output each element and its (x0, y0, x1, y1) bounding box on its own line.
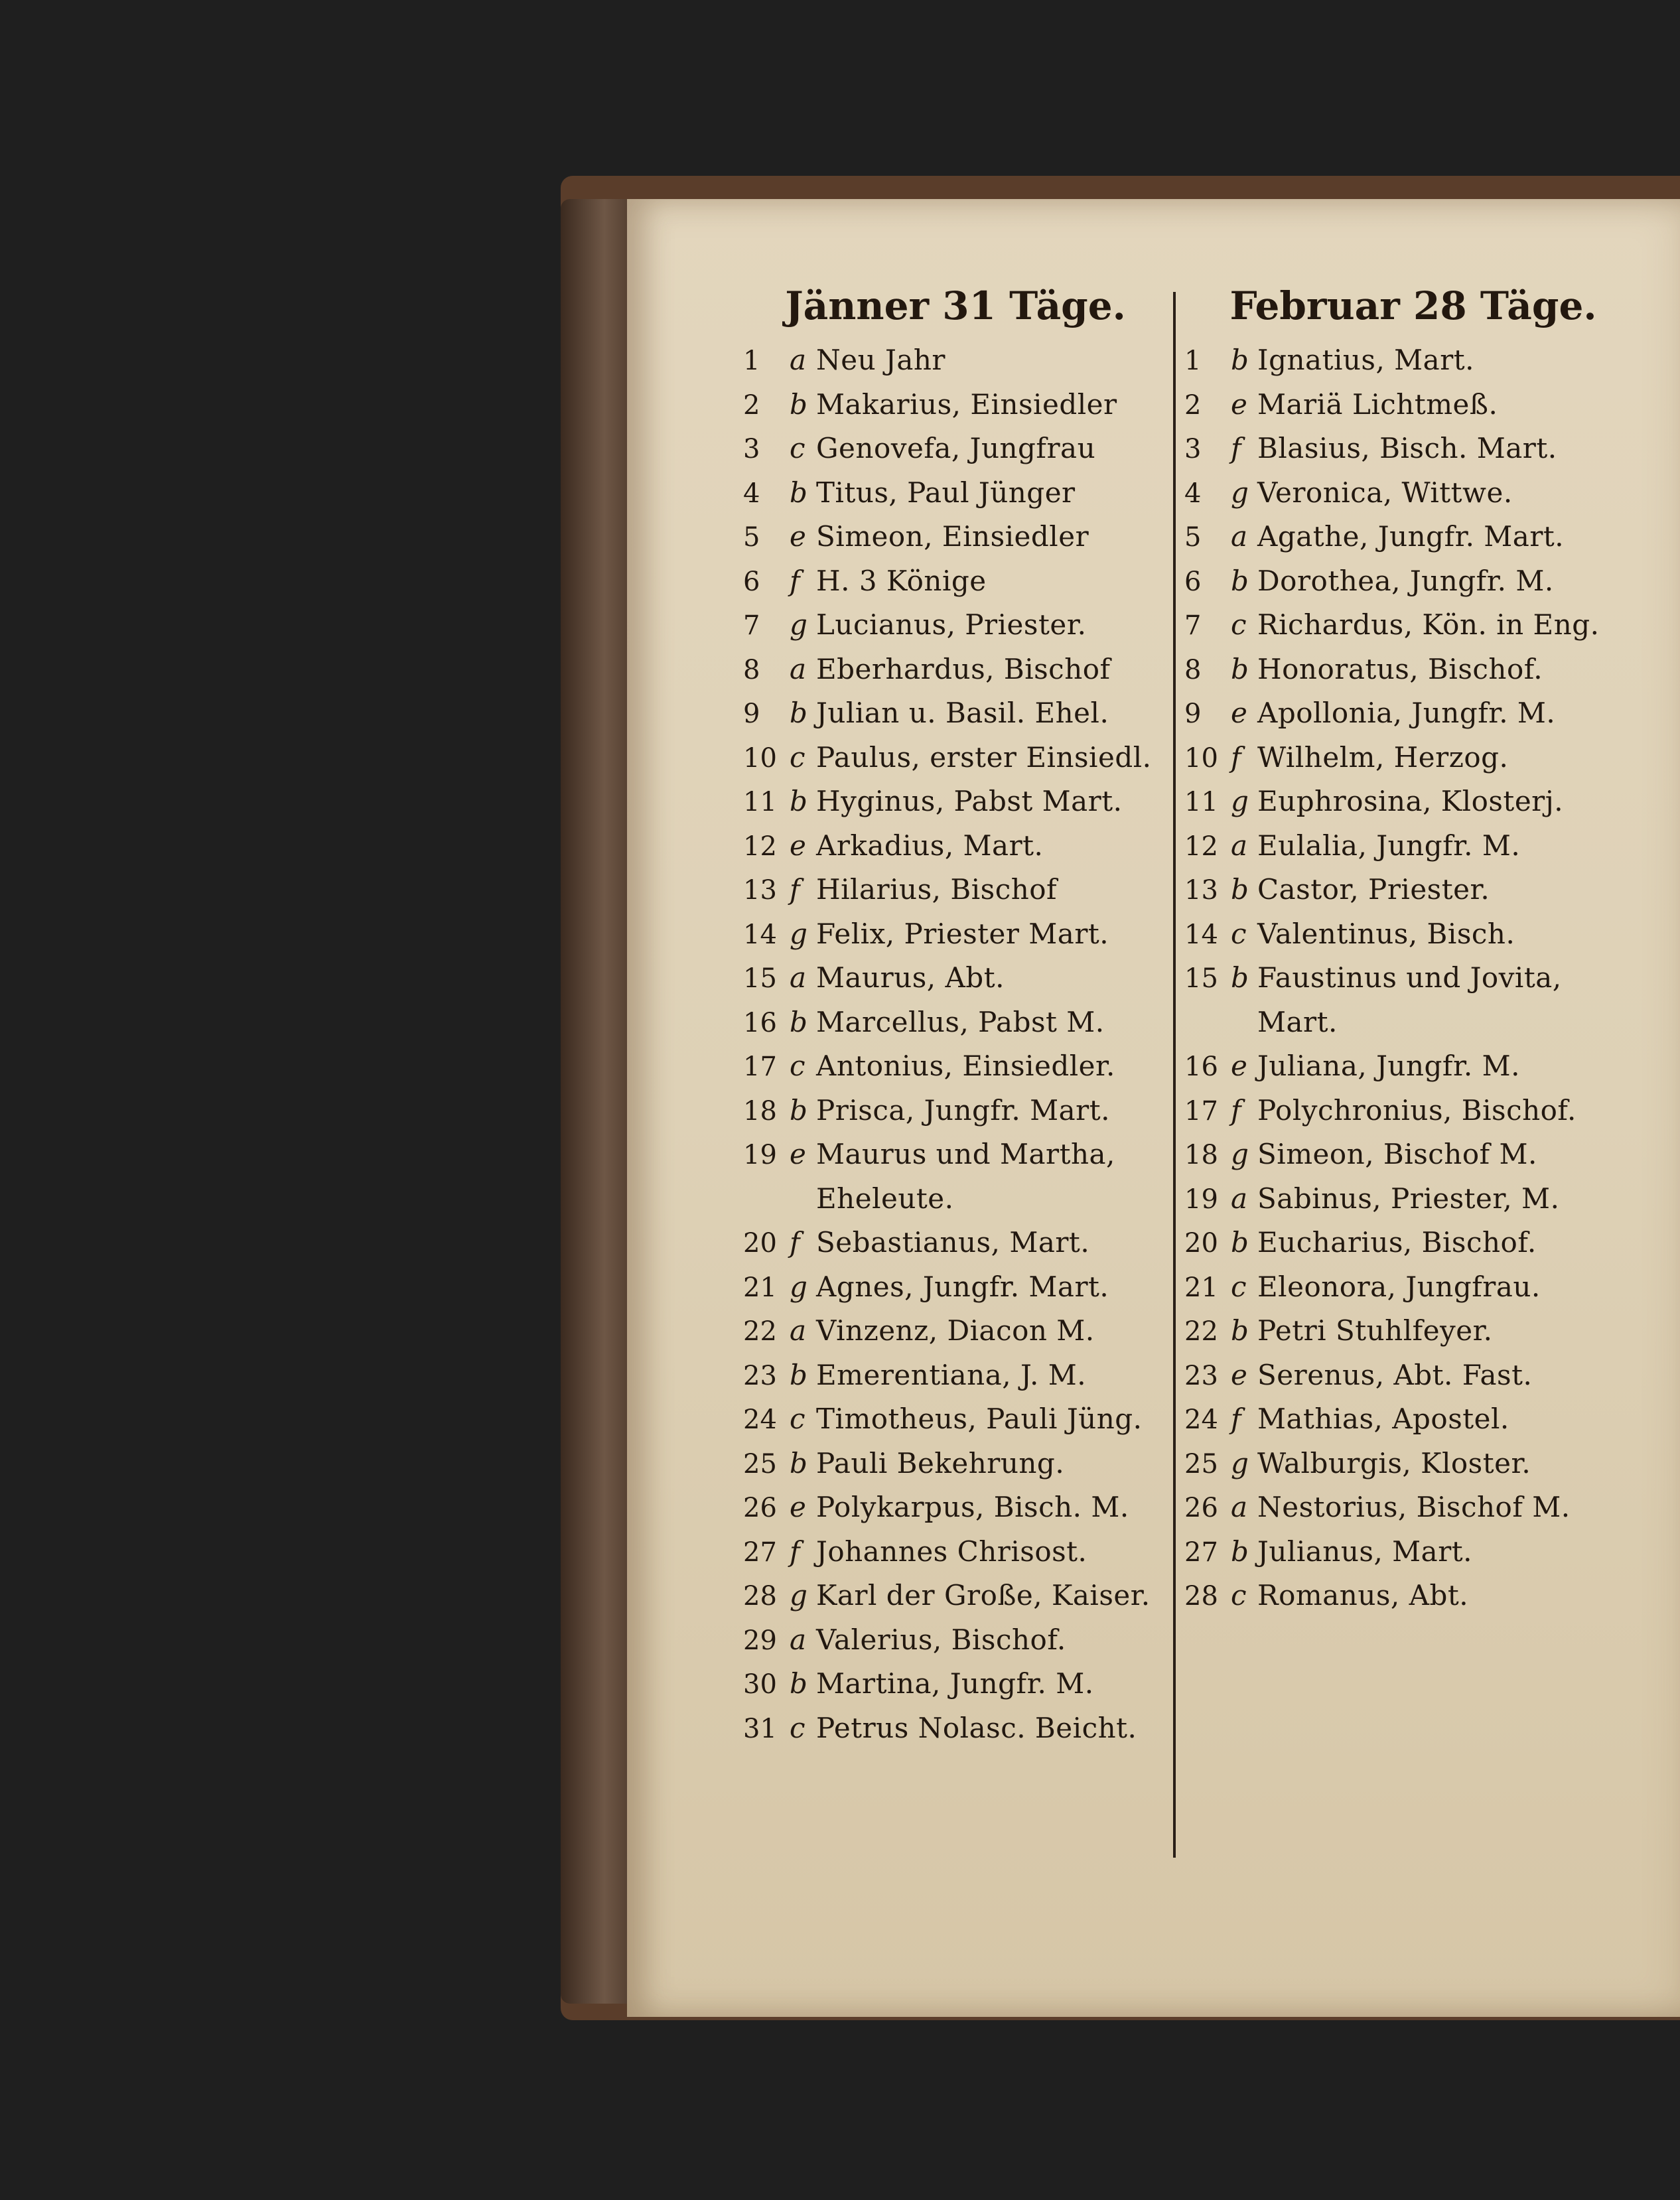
calendar-entry (743, 912, 1168, 957)
dominical-letter: b (790, 387, 807, 421)
dominical-letter: g (1231, 1138, 1249, 1170)
calendar-entry (1184, 824, 1642, 868)
saint-name: Eleonora, Jungfrau. (1257, 1270, 1541, 1303)
dominical-letter: e (1231, 1358, 1247, 1391)
calendar-entry (743, 471, 1168, 516)
calendar-entry (743, 1309, 1168, 1353)
saint-name: Martina, Jungfr. M. (816, 1667, 1094, 1700)
dominical-letter: e (1231, 697, 1247, 729)
calendar-entry (743, 603, 1168, 648)
dominical-letter: a (1231, 829, 1248, 862)
saint-name: Walburgis, Kloster. (1257, 1446, 1531, 1479)
calendar-entry (1184, 1265, 1642, 1310)
january-title: Jänner 31 Täge. (785, 283, 1126, 328)
day-number: 24 (743, 1405, 777, 1435)
saint-name: Ignatius, Mart. (1257, 344, 1475, 376)
calendar-entry (743, 868, 1168, 912)
saint-name: Honoratus, Bischof. (1257, 652, 1543, 685)
day-number: 27 (1184, 1537, 1218, 1568)
calendar-entry (1184, 1000, 1642, 1045)
dominical-letter: b (790, 1093, 807, 1127)
dominical-letter: e (790, 520, 806, 553)
dominical-letter: e (790, 1138, 806, 1170)
calendar-entry (743, 1000, 1168, 1045)
dominical-letter: f (1231, 740, 1241, 774)
calendar-entry (1184, 559, 1642, 604)
saint-name: Valentinus, Bisch. (1257, 917, 1515, 950)
calendar-entry (743, 1485, 1168, 1530)
day-number: 26 (743, 1493, 777, 1523)
day-number: 18 (1184, 1140, 1218, 1170)
calendar-entry (1184, 603, 1642, 648)
dominical-letter: b (790, 1358, 807, 1391)
calendar-entry (1184, 1442, 1642, 1486)
day-number: 15 (743, 963, 777, 994)
dominical-letter: c (790, 1403, 805, 1435)
dominical-letter: b (790, 785, 807, 817)
dominical-letter: a (1231, 520, 1248, 553)
saint-name: Veronica, Wittwe. (1257, 476, 1513, 509)
dominical-letter: g (790, 608, 807, 641)
calendar-entry (743, 1177, 1168, 1221)
dominical-letter: g (1231, 1446, 1249, 1479)
dominical-letter: a (790, 1623, 807, 1656)
dominical-letter: f (1231, 432, 1241, 464)
day-number: 20 (1184, 1228, 1218, 1259)
saint-name: Mathias, Apostel. (1257, 1403, 1509, 1435)
saint-name: Wilhelm, Herzog. (1257, 740, 1509, 774)
dominical-letter: a (1231, 1182, 1248, 1215)
calendar-entry (743, 736, 1168, 780)
dominical-letter: b (790, 1005, 807, 1038)
day-number: 6 (1184, 566, 1202, 597)
day-number: 7 (743, 610, 760, 641)
dominical-letter: f (790, 564, 800, 597)
calendar-entry (1184, 648, 1642, 692)
dominical-letter: b (790, 1667, 807, 1700)
calendar-entry (743, 1397, 1168, 1442)
saint-name: Julianus, Mart. (1257, 1535, 1472, 1568)
saint-name: Agathe, Jungfr. Mart. (1257, 520, 1565, 553)
dominical-letter: a (1231, 1491, 1248, 1523)
saint-name: Neu Jahr (816, 344, 946, 376)
calendar-entry (1184, 868, 1642, 912)
saint-name: Eheleute. (816, 1182, 954, 1215)
calendar-entry (743, 648, 1168, 692)
day-number: 19 (1184, 1184, 1218, 1215)
saint-name: Polykarpus, Bisch. M. (816, 1491, 1129, 1523)
day-number: 21 (743, 1272, 777, 1303)
day-number: 1 (743, 346, 760, 376)
saint-name: H. 3 Könige (816, 564, 987, 597)
dominical-letter: e (1231, 1050, 1247, 1082)
calendar-entry (1184, 515, 1642, 559)
january-column (743, 279, 1168, 1750)
calendar-entry (743, 383, 1168, 427)
saint-name: Romanus, Abt. (1257, 1579, 1469, 1612)
calendar-entry (1184, 338, 1642, 383)
saint-name: Sebastianus, Mart. (816, 1226, 1090, 1259)
calendar-entry (743, 1574, 1168, 1618)
saint-name: Petri Stuhlfeyer. (1257, 1314, 1493, 1347)
calendar-entry (1184, 1485, 1642, 1530)
saint-name: Blasius, Bisch. Mart. (1257, 432, 1557, 464)
february-list (1184, 338, 1642, 1618)
saint-name: Juliana, Jungfr. M. (1257, 1050, 1520, 1082)
dominical-letter: a (790, 652, 807, 685)
saint-name: Julian u. Basil. Ehel. (816, 697, 1109, 729)
dominical-letter: c (790, 740, 805, 774)
calendar-entry (1184, 780, 1642, 824)
january-list (743, 338, 1168, 1750)
day-number: 22 (743, 1316, 777, 1347)
day-number: 25 (1184, 1448, 1218, 1479)
day-number: 5 (1184, 522, 1202, 553)
dominical-letter: f (1231, 1093, 1241, 1127)
day-number: 3 (1184, 434, 1202, 464)
day-number: 2 (1184, 389, 1202, 421)
february-title: Februar 28 Täge. (1229, 283, 1597, 328)
dominical-letter: c (1231, 917, 1247, 950)
saint-name: Richardus, Kön. in Eng. (1257, 608, 1600, 641)
calendar-entry (743, 956, 1168, 1000)
day-number: 17 (743, 1052, 777, 1082)
day-number: 9 (743, 699, 760, 729)
day-number: 30 (743, 1669, 777, 1700)
day-number: 23 (1184, 1360, 1218, 1391)
dominical-letter: b (1231, 873, 1249, 906)
saint-name: Karl der Große, Kaiser. (816, 1579, 1151, 1612)
dominical-letter: f (790, 873, 800, 906)
day-number: 24 (1184, 1405, 1218, 1435)
calendar-entry (743, 515, 1168, 559)
day-number: 26 (1184, 1493, 1218, 1523)
calendar-entry (1184, 736, 1642, 780)
calendar-entry (1184, 427, 1642, 471)
dominical-letter: f (1231, 1403, 1241, 1435)
saint-name: Dorothea, Jungfr. M. (1257, 564, 1554, 597)
calendar-entry (1184, 1397, 1642, 1442)
day-number: 18 (743, 1095, 777, 1127)
calendar-entry (1184, 1133, 1642, 1177)
calendar-entry (1184, 471, 1642, 516)
saint-name: Antonius, Einsiedler. (816, 1050, 1115, 1082)
calendar-entry (1184, 912, 1642, 957)
saint-name: Simeon, Einsiedler (816, 520, 1089, 553)
saint-name: Paulus, erster Einsiedl. (816, 740, 1152, 774)
day-number: 15 (1184, 963, 1218, 994)
day-number: 3 (743, 434, 760, 464)
saint-name: Maurus und Martha, (816, 1138, 1115, 1170)
february-column (1184, 279, 1642, 1618)
saint-name: Hyginus, Pabst Mart. (816, 785, 1123, 817)
saint-name: Marcellus, Pabst M. (816, 1005, 1105, 1038)
calendar-entry (743, 691, 1168, 736)
calendar-entry (743, 1221, 1168, 1265)
saint-name: Simeon, Bischof M. (1257, 1138, 1537, 1170)
saint-name: Serenus, Abt. Fast. (1257, 1358, 1533, 1391)
day-number: 22 (1184, 1316, 1218, 1347)
day-number: 11 (1184, 787, 1218, 817)
calendar-entry (743, 780, 1168, 824)
dominical-letter: a (790, 961, 807, 994)
saint-name: Mart. (1257, 1005, 1338, 1038)
calendar-entry (743, 1089, 1168, 1133)
day-number: 10 (743, 742, 777, 774)
day-number: 21 (1184, 1272, 1218, 1303)
day-number: 12 (1184, 831, 1218, 862)
saint-name: Hilarius, Bischof (816, 873, 1058, 906)
saint-name: Timotheus, Pauli Jüng. (816, 1403, 1143, 1435)
day-number: 12 (743, 831, 777, 862)
dominical-letter: c (1231, 1270, 1247, 1303)
dominical-letter: g (790, 917, 807, 950)
saint-name: Emerentiana, J. M. (816, 1358, 1087, 1391)
saint-name: Euphrosina, Klosterj. (1257, 785, 1564, 817)
dominical-letter: b (1231, 1314, 1249, 1347)
day-number: 16 (1184, 1052, 1218, 1082)
saint-name: Arkadius, Mart. (816, 829, 1044, 862)
calendar-entry (1184, 1353, 1642, 1398)
day-number: 27 (743, 1537, 777, 1568)
day-number: 6 (743, 566, 760, 597)
calendar-entry (743, 1706, 1168, 1751)
day-number: 9 (1184, 699, 1202, 729)
calendar-entry (1184, 1177, 1642, 1221)
saint-name: Lucianus, Priester. (816, 608, 1087, 641)
saint-name: Mariä Lichtmeß. (1257, 387, 1498, 421)
day-number: 4 (743, 478, 760, 509)
saint-name: Apollonia, Jungfr. M. (1257, 697, 1556, 729)
saint-name: Eulalia, Jungfr. M. (1257, 829, 1521, 862)
dominical-letter: c (1231, 1579, 1247, 1612)
day-number: 13 (743, 875, 777, 906)
saint-name: Felix, Priester Mart. (816, 917, 1109, 950)
day-number: 28 (1184, 1581, 1218, 1612)
calendar-entry (743, 1618, 1168, 1663)
calendar-entry (743, 1530, 1168, 1574)
day-number: 2 (743, 389, 760, 421)
column-divider (1173, 292, 1176, 1858)
day-number: 13 (1184, 875, 1218, 906)
calendar-entry (1184, 956, 1642, 1000)
dominical-letter: b (1231, 564, 1249, 597)
dominical-letter: g (1231, 476, 1249, 509)
calendar-entry (743, 1133, 1168, 1177)
day-number: 31 (743, 1713, 777, 1744)
saint-name: Maurus, Abt. (816, 961, 1005, 994)
day-number: 14 (743, 919, 777, 950)
dominical-letter: c (1231, 608, 1247, 641)
day-number: 20 (743, 1228, 777, 1259)
day-number: 10 (1184, 742, 1218, 774)
dominical-letter: f (790, 1535, 800, 1568)
dominical-letter: g (790, 1579, 807, 1612)
day-number: 29 (743, 1625, 777, 1656)
calendar-entry (743, 1662, 1168, 1706)
saint-name: Johannes Chrisost. (816, 1535, 1087, 1568)
dominical-letter: f (790, 1226, 800, 1259)
day-number: 7 (1184, 610, 1202, 641)
day-number: 19 (743, 1140, 777, 1170)
saint-name: Makarius, Einsiedler (816, 387, 1117, 421)
calendar-entry (1184, 691, 1642, 736)
saint-name: Faustinus und Jovita, (1257, 961, 1562, 994)
saint-name: Sabinus, Priester, M. (1257, 1182, 1560, 1215)
calendar-entry (1184, 1221, 1642, 1265)
calendar-entry (1184, 1530, 1642, 1574)
calendar-entry (743, 1353, 1168, 1398)
dominical-letter: g (1231, 785, 1249, 817)
dominical-letter: e (790, 829, 806, 862)
day-number: 17 (1184, 1095, 1218, 1127)
dominical-letter: b (790, 697, 807, 729)
dominical-letter: b (790, 1446, 807, 1479)
saint-name: Prisca, Jungfr. Mart. (816, 1093, 1110, 1127)
dominical-letter: c (790, 1050, 805, 1082)
calendar-entry (743, 1044, 1168, 1089)
dominical-letter: e (1231, 387, 1247, 421)
calendar-entry (743, 559, 1168, 604)
dominical-letter: c (790, 1711, 805, 1744)
dominical-letter: b (1231, 1226, 1249, 1259)
calendar-entry (1184, 1044, 1642, 1089)
dominical-letter: e (790, 1491, 806, 1523)
calendar-entry (1184, 383, 1642, 427)
saint-name: Titus, Paul Jünger (816, 476, 1076, 509)
day-number: 8 (1184, 654, 1202, 685)
calendar-entry (1184, 1089, 1642, 1133)
calendar-entry (1184, 1309, 1642, 1353)
day-number: 25 (743, 1448, 777, 1479)
day-number: 23 (743, 1360, 777, 1391)
saint-name: Nestorius, Bischof M. (1257, 1491, 1571, 1523)
dominical-letter: c (790, 432, 805, 464)
saint-name: Vinzenz, Diacon M. (816, 1314, 1095, 1347)
calendar-entry (743, 824, 1168, 868)
saint-name: Eucharius, Bischof. (1257, 1226, 1537, 1259)
dominical-letter: b (790, 476, 807, 509)
dominical-letter: b (1231, 652, 1249, 685)
day-number: 11 (743, 787, 777, 817)
dominical-letter: b (1231, 1535, 1249, 1568)
calendar-entry (1184, 1574, 1642, 1618)
dominical-letter: b (1231, 344, 1249, 376)
day-number: 1 (1184, 346, 1202, 376)
saint-name: Genovefa, Jungfrau (816, 432, 1096, 464)
day-number: 4 (1184, 478, 1202, 509)
day-number: 5 (743, 522, 760, 553)
dominical-letter: g (790, 1270, 807, 1303)
saint-name: Petrus Nolasc. Beicht. (816, 1711, 1137, 1744)
saint-name: Eberhardus, Bischof (816, 652, 1111, 685)
dominical-letter: b (1231, 961, 1249, 994)
calendar-entry (743, 1442, 1168, 1486)
saint-name: Agnes, Jungfr. Mart. (816, 1270, 1109, 1303)
saint-name: Castor, Priester. (1257, 873, 1490, 906)
saint-name: Polychronius, Bischof. (1257, 1093, 1576, 1127)
calendar-entry (743, 338, 1168, 383)
day-number: 28 (743, 1581, 777, 1612)
day-number: 16 (743, 1007, 777, 1038)
day-number: 8 (743, 654, 760, 685)
saint-name: Pauli Bekehrung. (816, 1446, 1065, 1479)
calendar-entry (743, 427, 1168, 471)
day-number: 14 (1184, 919, 1218, 950)
calendar-entry (743, 1265, 1168, 1310)
dominical-letter: a (790, 1314, 807, 1347)
dominical-letter: a (790, 344, 807, 376)
saint-name: Valerius, Bischof. (816, 1623, 1066, 1656)
